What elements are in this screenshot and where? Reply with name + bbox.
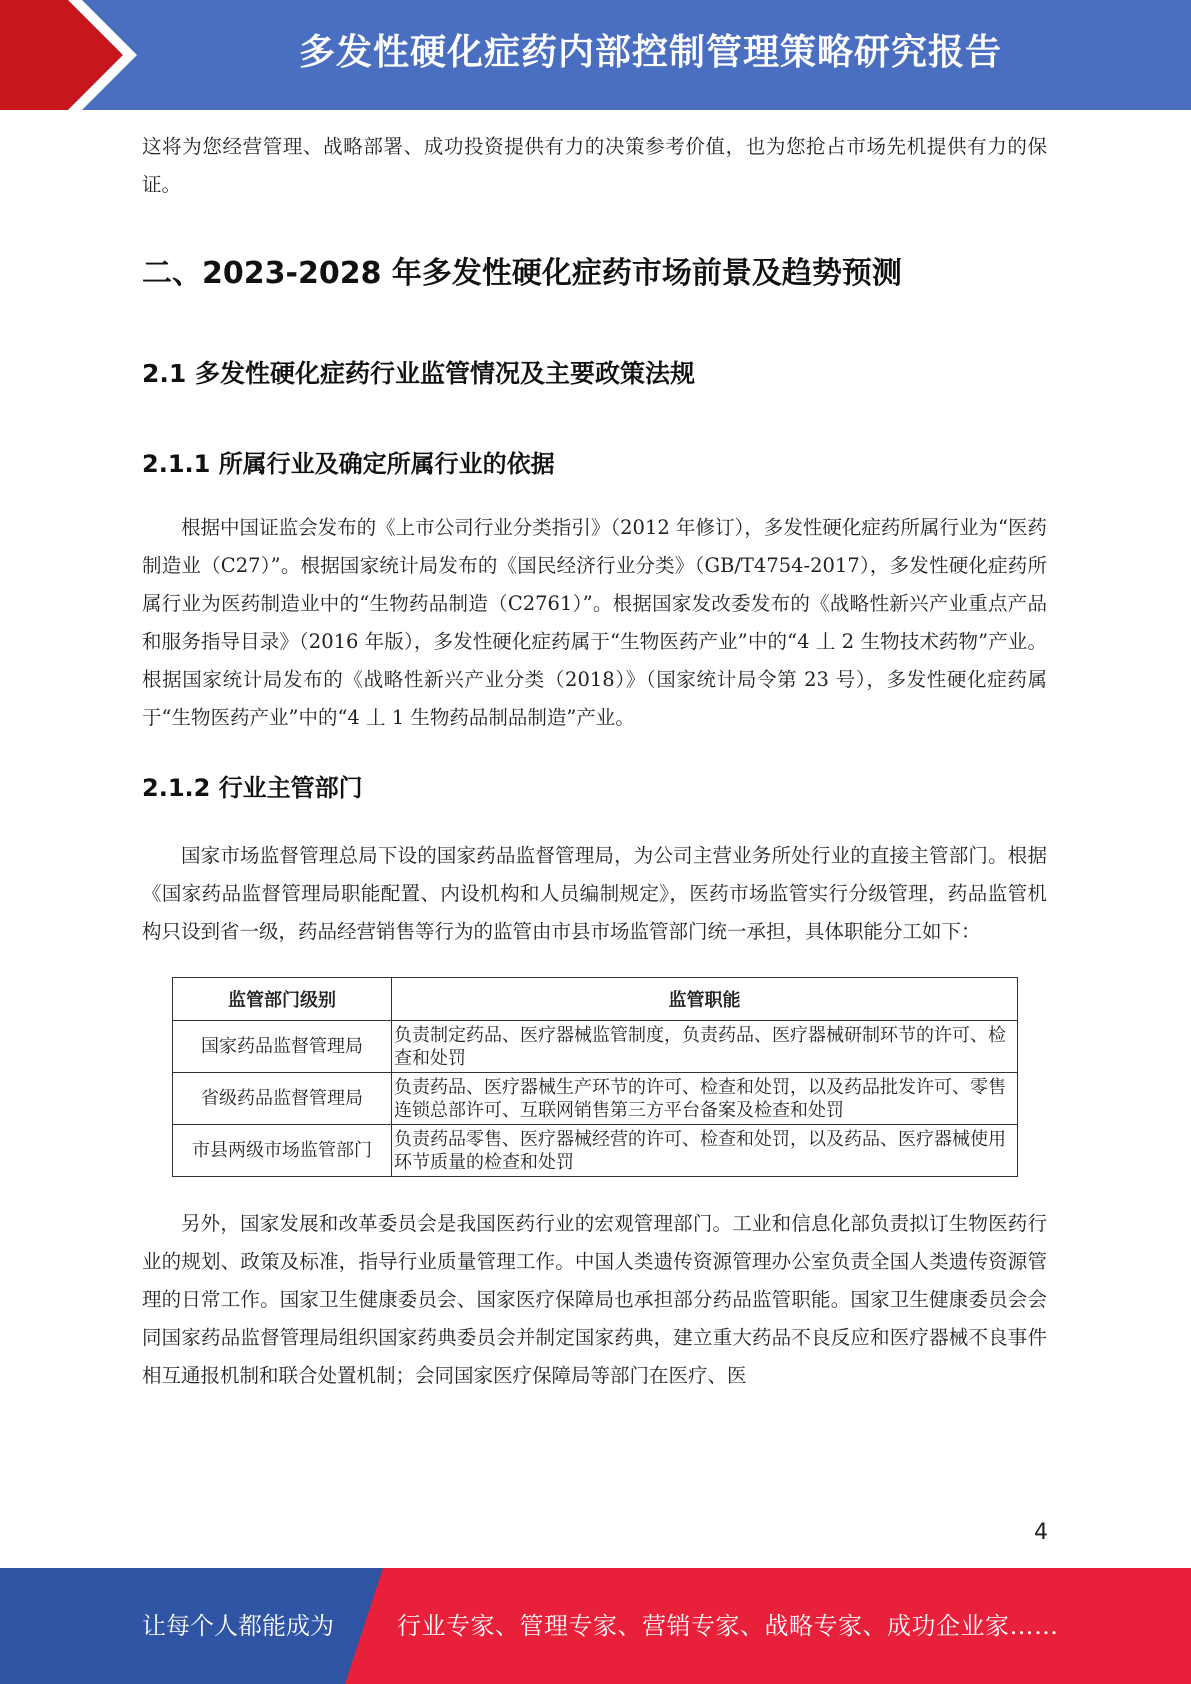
- table-header-level: 监管部门级别: [173, 978, 392, 1021]
- table-cell-level: 市县两级市场监管部门: [173, 1125, 392, 1177]
- intro-paragraph: 这将为您经营管理、战略部署、成功投资提供有力的决策参考价值，也为您抢占市场先机提供有力的保证。: [142, 135, 1047, 196]
- section-heading-2-1: 2.1 多发性硬化症药行业监管情况及主要政策法规: [142, 359, 695, 388]
- section-heading-2: 二、2023-2028 年多发性硬化症药市场前景及趋势预测: [142, 256, 902, 291]
- footer-slogan-left: 让每个人都能成为: [142, 1612, 334, 1640]
- industry-classification-paragraph: 根据中国证监会发布的《上市公司行业分类指引》（2012 年修订），多发性硬化症药所属行业为“医药制造业（C27）”。根据国家统计局发布的《国民经济行业分类》（GB/T4754-2017），多发性硬化症药所属行业为医药制造业中的“生物药品制造（C2761）”。根据国家发改委发布的《战略性新兴产业重点产品和服务指导目录》（2016 年版），多发性硬化症药属于“生物医药产业”中的“4 丄 2 生物技术药物”产业。根据国家统计局发布的《战略性新兴产业分类（2018）》（国家统计局令第 23 号），多发性硬化症药属于“生物医药产业”中的“4 丄 1 生物药品制品制造”产业。: [142, 516, 1047, 729]
- table-cell-level: 国家药品监督管理局: [173, 1021, 392, 1073]
- table-cell-duty: 负责药品零售、医疗器械经营的许可、检查和处罚，以及药品、医疗器械使用环节质量的检查和处罚: [392, 1125, 1018, 1177]
- table-cell-duty: 负责药品、医疗器械生产环节的许可、检查和处罚，以及药品批发许可、零售连锁总部许可、互联网销售第三方平台备案及检查和处罚: [392, 1073, 1018, 1125]
- table-row: [173, 1073, 1018, 1125]
- table-header-row: [173, 978, 1018, 1021]
- footer-band: [0, 1568, 1191, 1684]
- page-content: [142, 128, 1047, 1395]
- table-row: [173, 1021, 1018, 1073]
- report-title: 多发性硬化症药内部控制管理策略研究报告: [298, 32, 1002, 73]
- regulation-table: [172, 977, 1018, 1177]
- table-cell-duty: 负责制定药品、医疗器械监管制度，负责药品、医疗器械研制环节的许可、检查和处罚: [392, 1021, 1018, 1073]
- table-header-duty: 监管职能: [392, 978, 1018, 1021]
- table-row: [173, 1125, 1018, 1177]
- section-heading-2-1-1: 2.1.1 所属行业及确定所属行业的依据: [142, 450, 555, 478]
- table-cell-level: 省级药品监督管理局: [173, 1073, 392, 1125]
- other-regulators-paragraph: 另外，国家发展和改革委员会是我国医药行业的宏观管理部门。工业和信息化部负责拟订生物医药行业的规划、政策及标准，指导行业质量管理工作。中国人类遗传资源管理办公室负责全国人类遗传资源管理的日常工作。国家卫生健康委员会、国家医疗保障局也承担部分药品监管职能。国家卫生健康委员会会同国家药品监督管理局组织国家药典委员会并制定国家药典，建立重大药品不良反应和医疗器械不良事件相互通报机制和联合处置机制；会同国家医疗保障局等部门在医疗、医: [142, 1212, 1047, 1387]
- regulation-table-wrapper: [142, 977, 1047, 1177]
- footer-slogan-right: 行业专家、管理专家、营销专家、战略专家、成功企业家……: [397, 1612, 1059, 1640]
- regulator-paragraph: 国家市场监督管理总局下设的国家药品监督管理局，为公司主营业务所处行业的直接主管部门。根据《国家药品监督管理局职能配置、内设机构和人员编制规定》，医药市场监管实行分级管理，药品监管机构只设到省一级，药品经营销售等行为的监管由市县市场监管部门统一承担，具体职能分工如下：: [142, 844, 1047, 943]
- header-band: [0, 0, 1191, 110]
- page-number: 4: [1034, 1520, 1048, 1545]
- header-arrow-decoration: [0, 0, 160, 110]
- section-heading-2-1-2: 2.1.2 行业主管部门: [142, 774, 363, 802]
